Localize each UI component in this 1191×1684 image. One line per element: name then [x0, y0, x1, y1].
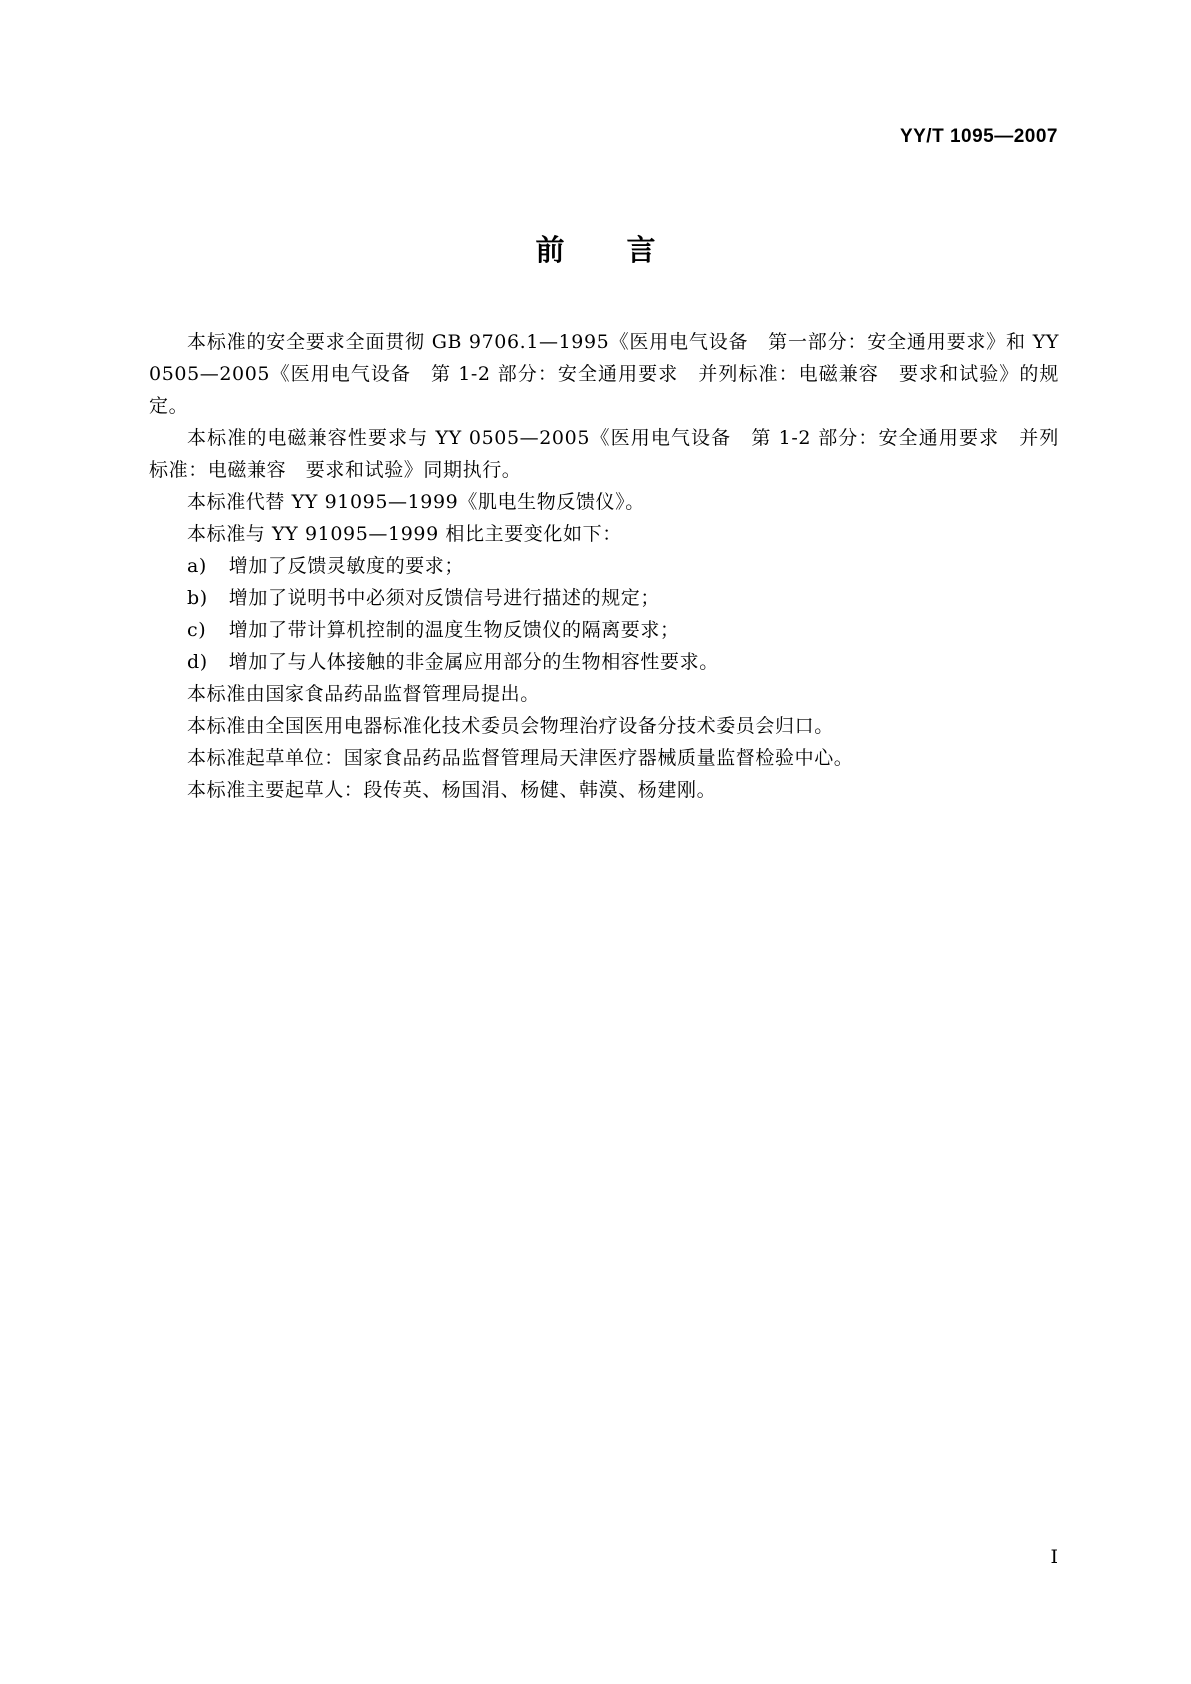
page-title: 前言	[535, 233, 718, 267]
page-number: I	[1050, 1546, 1058, 1568]
paragraph-emc-requirements: 本标准的电磁兼容性要求与 YY 0505—2005《医用电气设备 第 1-2 部分：安全通用要求 并列标准：电磁兼容 要求和试验》同期执行。	[149, 427, 1059, 481]
list-item-text: 增加了与人体接触的非金属应用部分的生物相容性要求。	[228, 651, 719, 673]
paragraph-safety-requirements: 本标准的安全要求全面贯彻 GB 9706.1—1995《医用电气设备 第一部分：安全通用要求》和 YY 0505—2005《医用电气设备 第 1-2 部分：安全通用要求 并列标准：电磁兼容 要求和试验》的规定。	[149, 331, 1059, 417]
paragraph-replaces: 本标准代替 YY 91095—1999《肌电生物反馈仪》。	[187, 491, 645, 513]
foreword-body	[149, 326, 1059, 806]
paragraph-proposed-by: 本标准由国家食品药品监督管理局提出。	[187, 683, 540, 705]
paragraph-changes-intro: 本标准与 YY 91095—1999 相比主要变化如下：	[187, 523, 622, 545]
list-marker: a)	[187, 555, 207, 577]
paragraph-drafting-unit: 本标准起草单位：国家食品药品监督管理局天津医疗器械质量监督检验中心。	[187, 747, 854, 769]
change-item-b	[149, 582, 1059, 614]
list-marker: d)	[187, 651, 208, 673]
list-item-text: 增加了说明书中必须对反馈信号进行描述的规定；	[228, 587, 660, 609]
standard-code: YY/T 1095—2007	[899, 126, 1058, 147]
list-marker: b)	[187, 587, 208, 609]
change-item-c	[149, 614, 1059, 646]
list-item-text: 增加了带计算机控制的温度生物反馈仪的隔离要求；	[228, 619, 680, 641]
list-marker: c)	[187, 619, 207, 641]
paragraph-under-jurisdiction: 本标准由全国医用电器标准化技术委员会物理治疗设备分技术委员会归口。	[187, 715, 834, 737]
paragraph-drafters: 本标准主要起草人：段传英、杨国涓、杨健、韩漠、杨建刚。	[187, 779, 717, 801]
list-item-text: 增加了反馈灵敏度的要求；	[228, 555, 464, 577]
change-item-a	[149, 550, 1059, 582]
change-item-d	[149, 646, 1059, 678]
